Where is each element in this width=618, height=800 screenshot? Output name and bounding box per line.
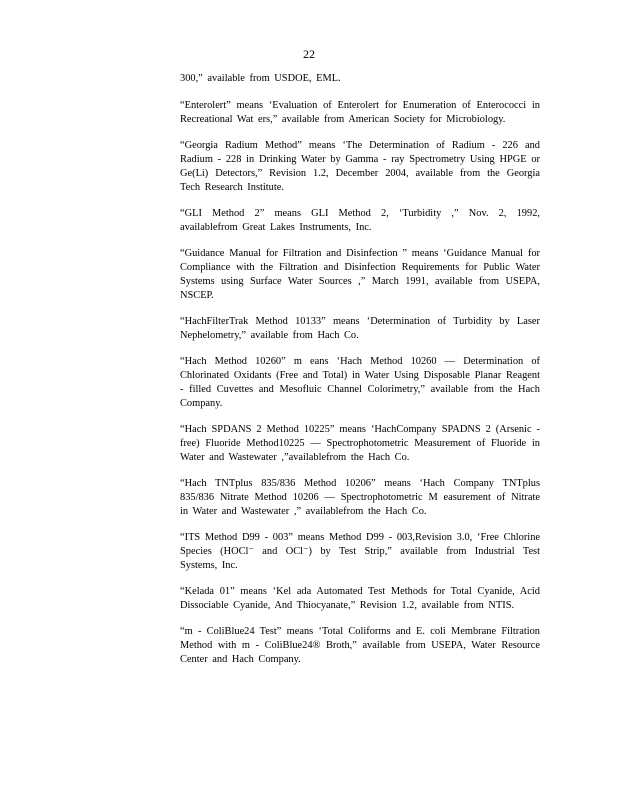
definition-paragraph: “Hach TNTplus 835/836 Method 10206” means ‘Hach Company TNTplus 835/836 Nitrate Method 10206 — Spectrophotometric M easurement of Nitrate in Water and Wastewater ,” availablefrom the Hach Co. bbox=[180, 478, 540, 517]
definition-paragraph: “Hach Method 10260” m eans ‘Hach Method 10260 — Determination of Chlorinated Oxidants (Free and Total) in Water Using Disposable Planar Reagent - filled Cuvettes and Mesofluic Channel Colorimetry,” available from the Hach Company. bbox=[180, 356, 540, 409]
definition-paragraph: “Hach SPDANS 2 Method 10225” means ‘HachCompany SPADNS 2 (Arsenic - free) Fluoride Method10225 — Spectrophotometric Measurement of Fluoride in Water and Wastewater ,”availablefrom the Hach Co. bbox=[180, 424, 540, 463]
definition-paragraph: 300,” available from USDOE, EML. bbox=[180, 73, 341, 84]
definition-paragraph: “Georgia Radium Method” means ‘The Determination of Radium - 226 and Radium - 228 in Drinking Water by Gamma - ray Spectrometry Using HPGE or Ge(Li) Detectors,” Revision 1.2, December 2004, available from the Georgia Tech Research Institute. bbox=[180, 140, 540, 193]
definitions-list bbox=[180, 72, 540, 679]
definition-paragraph: “HachFilterTrak Method 10133” means ‘Determination of Turbidity by Laser Nephelometry,” available from Hach Co. bbox=[180, 316, 540, 341]
definition-paragraph: “m - ColiBlue24 Test” means ‘Total Coliforms and E. coli Membrane Filtration Method with m - ColiBlue24® Broth,” available from USEPA, Water Resource Center and Hach Company. bbox=[180, 626, 540, 665]
definition-paragraph: “GLI Method 2” means GLI Method 2, ‘Turbidity ,” Nov. 2, 1992, availablefrom Great Lakes Instruments, Inc. bbox=[180, 208, 540, 233]
definition-paragraph: “Enterolert” means ‘Evaluation of Enterolert for Enumeration of Enterococci in Recreational Wat ers,” available from American Society for Microbiology. bbox=[180, 100, 540, 125]
page-number: 22 bbox=[303, 47, 315, 61]
definition-paragraph: “Kelada 01” means ‘Kel ada Automated Test Methods for Total Cyanide, Acid Dissociable Cyanide, And Thiocyanate,” Revision 1.2, available from NTIS. bbox=[180, 586, 540, 611]
definition-paragraph: “Guidance Manual for Filtration and Disinfection ” means ‘Guidance Manual for Compliance with the Filtration and Disinfection Requirements for Public Water Systems using Surface Water Sources ,” March 1991, available from USEPA, NSCEP. bbox=[180, 248, 540, 301]
definition-paragraph: “ITS Method D99 - 003” means Method D99 - 003,Revision 3.0, ‘Free Chlorine Species (HOCl⁻ and OCl⁻) by Test Strip,” available from Industrial Test Systems, Inc. bbox=[180, 532, 540, 571]
